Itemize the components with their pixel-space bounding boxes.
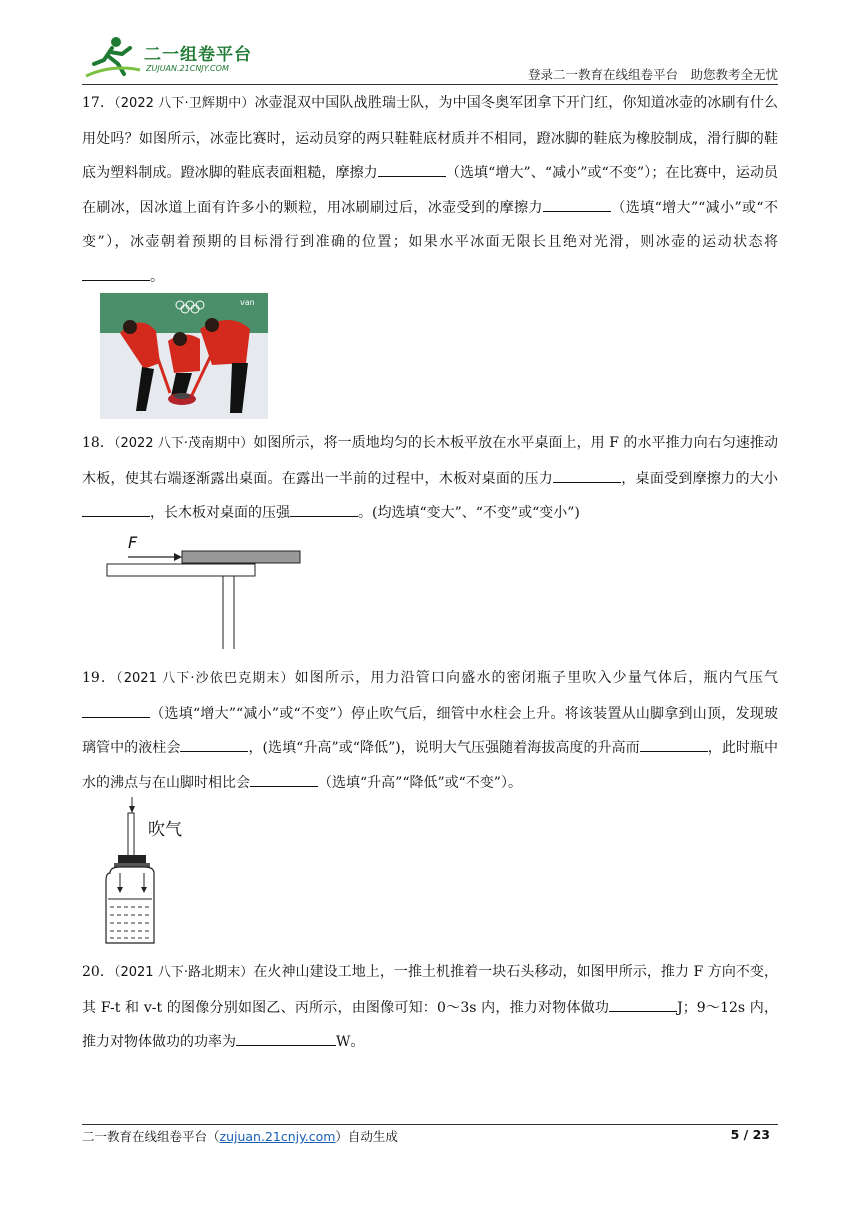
question-text: 在火神山建设工地上，一推土机推着一块石头移动，如图甲所示，推力 F 方向不变，其 F-t 和 v-t 的图像分别如图乙、丙所示，由图像可知：0～3s 内，推力对物体做功 bbox=[82, 964, 778, 1016]
answer-blank[interactable] bbox=[236, 1031, 336, 1046]
board-table-diagram bbox=[100, 533, 310, 653]
answer-blank[interactable] bbox=[543, 197, 611, 212]
question-number: 17． bbox=[82, 95, 115, 111]
answer-blank[interactable] bbox=[553, 468, 621, 483]
bottle-tube-diagram bbox=[100, 795, 210, 945]
logo-text: 二一组卷平台 bbox=[144, 45, 252, 65]
question-source: （2022 八下·卫辉期中） bbox=[114, 96, 255, 111]
answer-blank[interactable] bbox=[82, 502, 150, 517]
answer-blank[interactable] bbox=[640, 737, 708, 752]
footer-credit bbox=[82, 1127, 398, 1145]
question-text: （选填“增大”“减小”或“不变”），冰壶朝着预期的目标滑行到准确的位置；如果水平冰面无限长且绝对光滑，则冰壶的运动状态将 bbox=[82, 199, 778, 250]
question-text: 如图所示，用力沿管口向盛水的密闭瓶子里吹入少量气体后，瓶内气压气 bbox=[294, 670, 779, 686]
question-text: （选填“升高”“降低”或“不变”）。 bbox=[318, 774, 522, 791]
answer-blank[interactable] bbox=[290, 502, 358, 517]
answer-blank[interactable] bbox=[609, 997, 677, 1012]
answer-blank[interactable] bbox=[250, 772, 318, 787]
blow-air-label: 吹气 bbox=[148, 820, 182, 840]
question-number: 20． bbox=[82, 964, 114, 980]
question-text: （选填“增大”、“减小”或“不变”）；在比赛中，运动员在刷冰，因冰道上面有许多小的颗粒，用冰刷刷过后，冰壶受到的摩擦力 bbox=[82, 165, 778, 216]
footer-link[interactable]: zujuan.21cnjy.com bbox=[219, 1129, 336, 1144]
question-text: （选填“增大”“减小”或“不变”）停止吹气后，细管中水柱会上升。将该装置从山脚拿到山顶，发现玻璃管中的液柱会 bbox=[82, 705, 778, 756]
question-source: （2021 八下·路北期末） bbox=[113, 965, 254, 980]
svg-text:van: van bbox=[240, 298, 255, 307]
platform-logo[interactable] bbox=[82, 34, 282, 82]
question-number: 19． bbox=[82, 670, 117, 686]
logo-subtext: ZUJUAN.21CNJY.COM bbox=[146, 64, 229, 73]
force-label: F bbox=[128, 533, 138, 552]
answer-blank[interactable] bbox=[378, 162, 446, 177]
question-19 bbox=[82, 661, 778, 800]
question-text: J；9～12s 内，推力对物体做功的功率为 bbox=[82, 999, 778, 1050]
footer-suffix: ）自动生成 bbox=[335, 1129, 398, 1144]
question-text: W。 bbox=[336, 1034, 365, 1050]
question-source: （2021 八下·沙依巴克期末） bbox=[116, 671, 295, 686]
footer-prefix: 二一教育在线组卷平台（ bbox=[82, 1129, 220, 1144]
runner-logo-icon bbox=[82, 34, 142, 80]
question-text: ，此时瓶中水的沸点与在山脚时相比会 bbox=[82, 740, 779, 791]
footer-divider bbox=[82, 1124, 778, 1125]
question-text: ，桌面受到摩擦力的大小 bbox=[621, 470, 778, 487]
question-text: 。(均选填“变大”、“不变”或“变小”) bbox=[358, 505, 580, 521]
question-20 bbox=[82, 955, 778, 1060]
question-18 bbox=[82, 426, 778, 531]
header-slogan[interactable]: 登录二一教育在线组卷平台 助您教考全无忧 bbox=[527, 67, 778, 82]
page-number: 5 / 23 bbox=[730, 1127, 770, 1142]
answer-blank[interactable] bbox=[180, 737, 248, 752]
question-17 bbox=[82, 86, 778, 294]
question-text: 如图所示，将一质地均匀的长木板平放在水平桌面上，用 F 的水平推力向右匀速推动木板，使其右端逐渐露出桌面。在露出一半前的过程中，木板对桌面的压力 bbox=[82, 435, 778, 487]
header-divider bbox=[82, 84, 778, 85]
question-source: （2022 八下·茂南期中） bbox=[113, 436, 254, 451]
question-number: 18． bbox=[82, 435, 114, 451]
curling-photo bbox=[100, 293, 268, 419]
question-text: ，(选填“升高”或“降低”)，说明大气压强随着海拔高度的升高而 bbox=[248, 740, 640, 756]
question-text: 。 bbox=[150, 268, 164, 285]
question-text: 冰壶混双中国队战胜瑞士队，为中国冬奥军团拿下开门红，你知道冰壶的冰刷有什么用处吗？如图所示，冰壶比赛时，运动员穿的两只鞋鞋底材质并不相同，蹬冰脚的鞋底为橡胶制成，滑行脚的鞋底为塑料制成。蹬冰脚的鞋底表面粗糙，摩擦力 bbox=[82, 95, 778, 181]
answer-blank[interactable] bbox=[82, 266, 150, 281]
question-text: ，长木板对桌面的压强 bbox=[150, 505, 290, 521]
answer-blank[interactable] bbox=[82, 703, 150, 718]
